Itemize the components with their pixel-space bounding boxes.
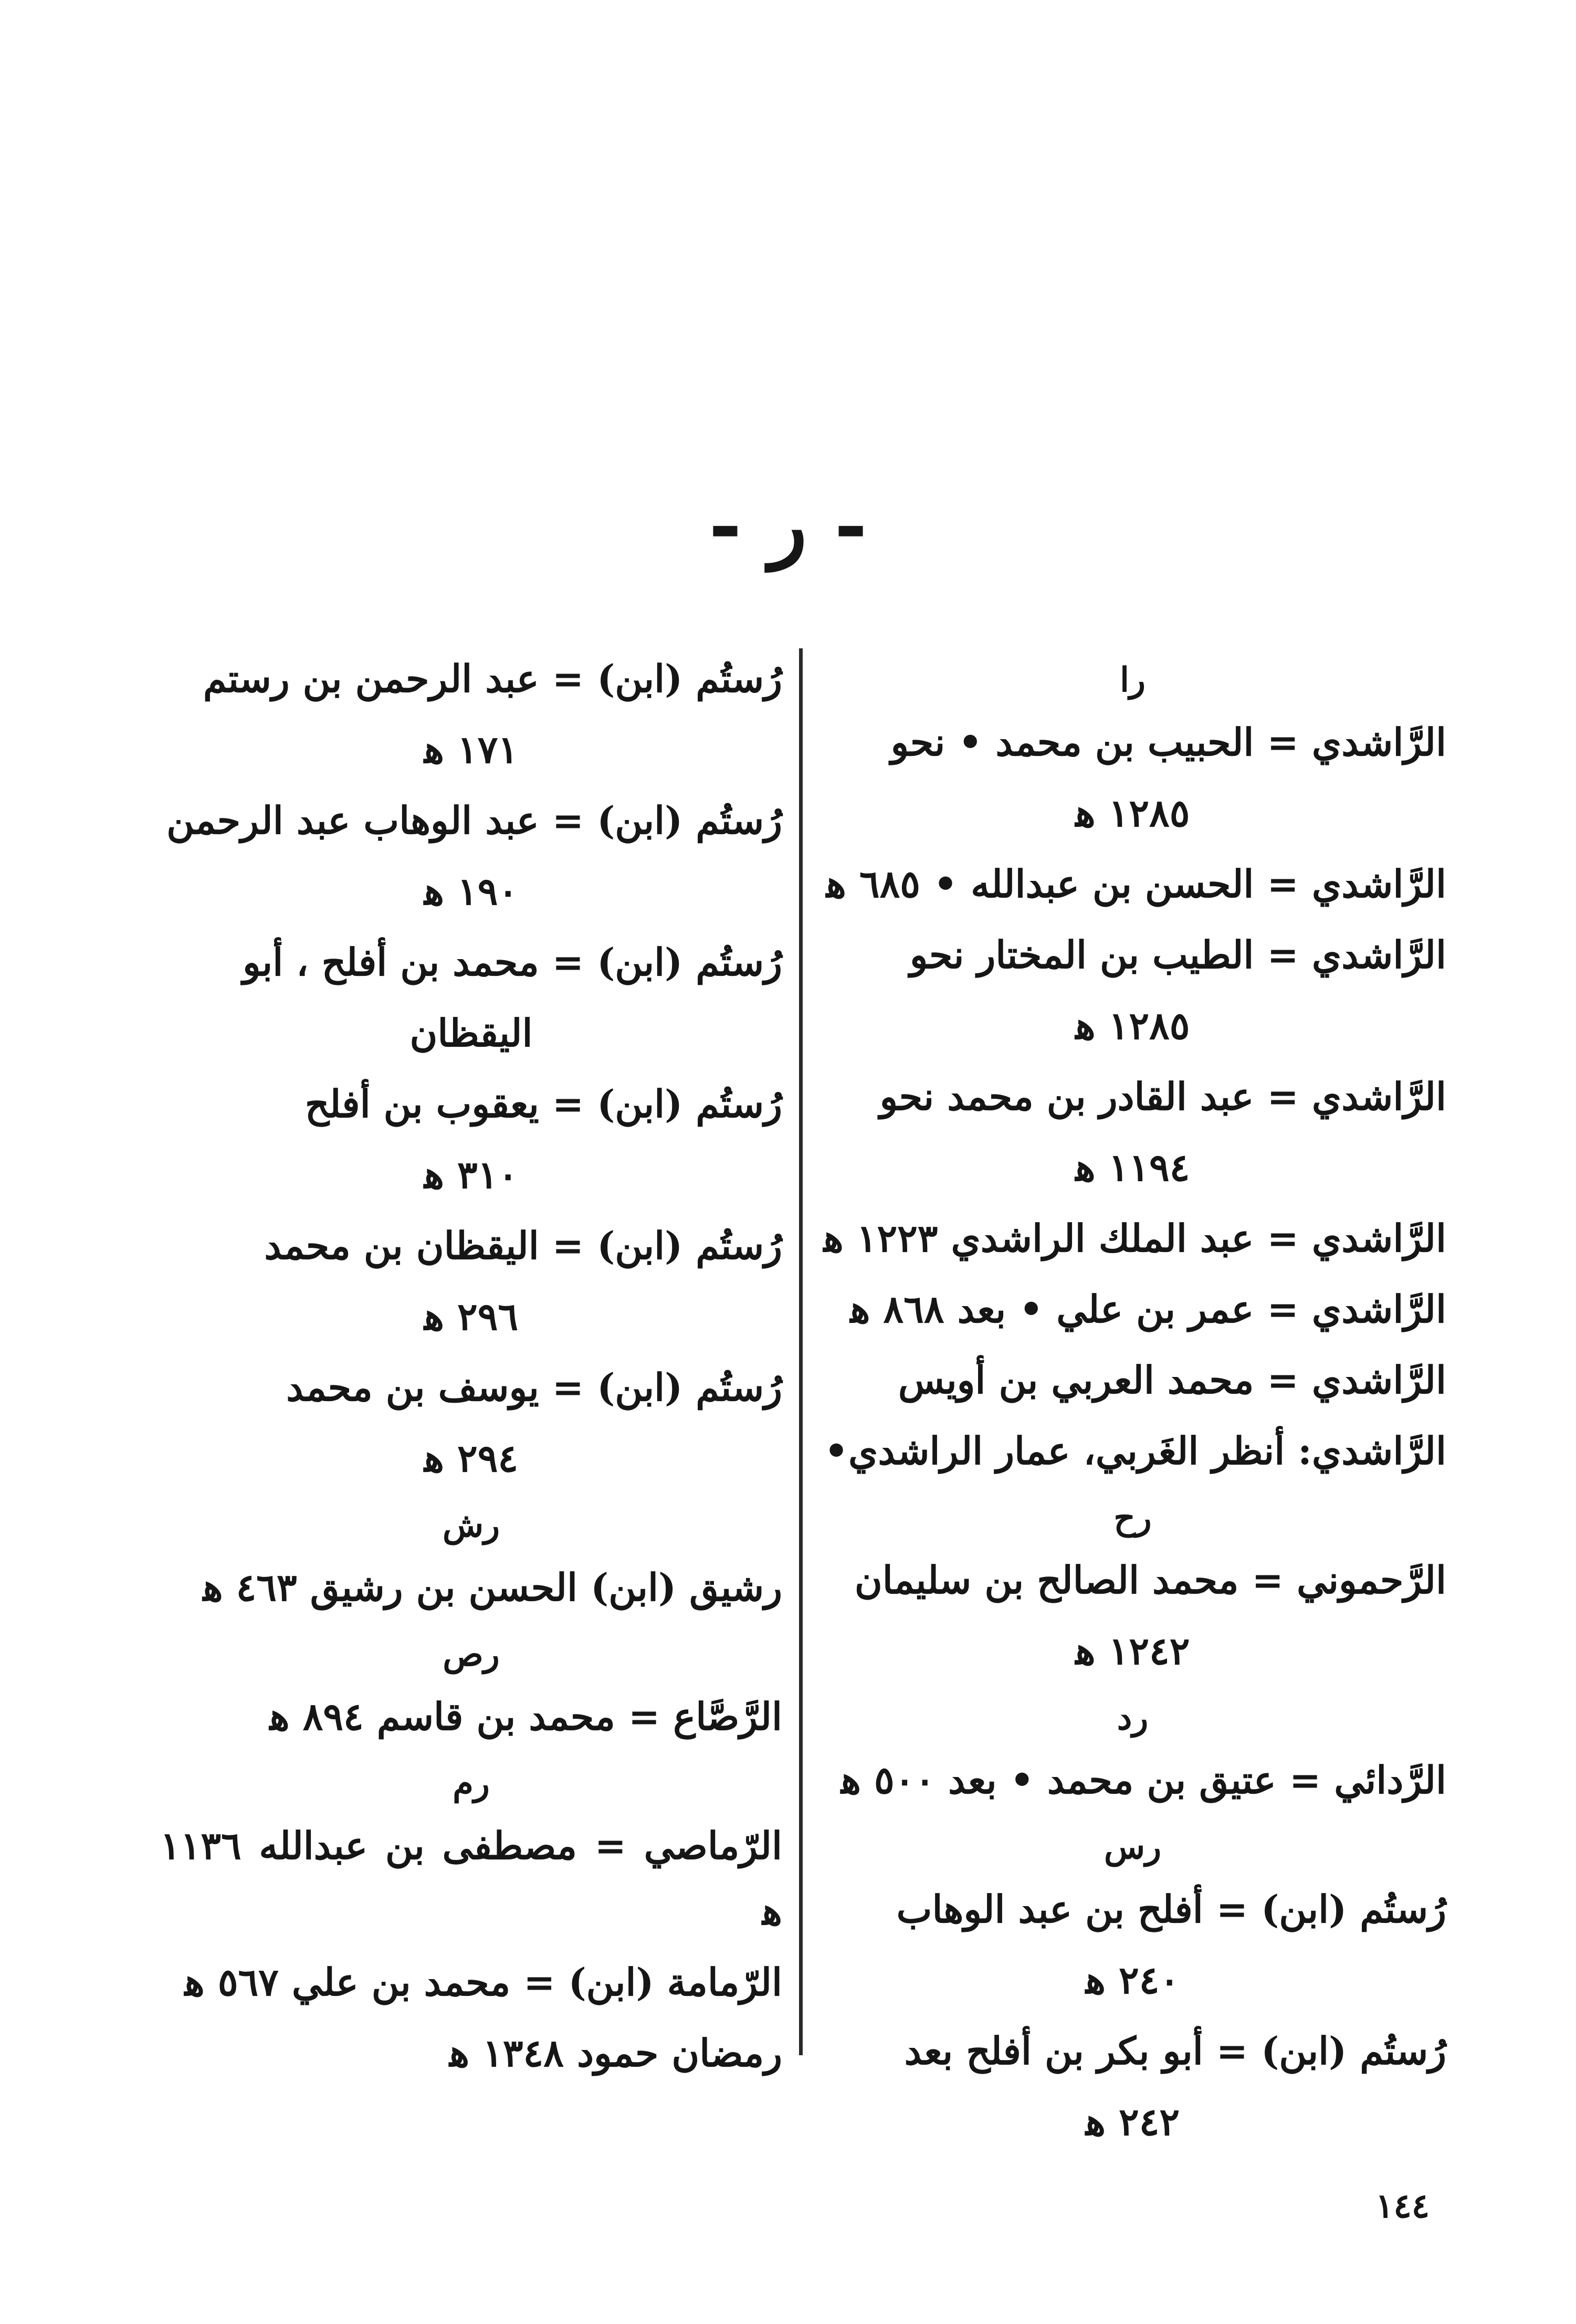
index-entry: الرَّاشدي = عبد القادر بن محمد نحو — [879, 1074, 1446, 1119]
subheading-rs: رس — [1104, 1827, 1162, 1867]
index-entry: الرَّدائي = عتيق بن محمد • بعد ٥٠٠ ﻫ — [841, 1758, 1446, 1802]
index-entry: الرَّاشدي: أنظر الغَربي، عمار الراشدي• — [824, 1428, 1446, 1473]
entry-year: ٣١٠ ﻫ — [424, 1152, 519, 1197]
index-entry: رُستُم (ابن) = محمد بن أفلح ، أبو — [242, 940, 782, 984]
index-entry: رُستُم (ابن) = أفلح بن عبد الوهاب — [896, 1887, 1446, 1931]
subheading-rd: رد — [1117, 1698, 1149, 1738]
index-entry: الرَّاشدي = الحسن بن عبدالله • ٦٨٥ ﻫ — [826, 861, 1446, 906]
entry-year: ٢٤٢ ﻫ — [1085, 2099, 1180, 2144]
index-entry: رُستُم (ابن) = عبد الوهاب عبد الرحمن — [166, 798, 782, 843]
entry-continuation: اليقظان — [409, 1011, 533, 1055]
subheading-ra: را — [1120, 660, 1146, 700]
column-divider — [799, 648, 803, 2055]
index-entry: رُستُم (ابن) = أبو بكر بن أفلح بعد — [904, 2028, 1446, 2073]
index-entry: الرَّصَّاع = محمد بن قاسم ٨٩٤ ﻫ — [269, 1694, 782, 1739]
entry-year: ١٢٨٥ ﻫ — [1075, 1003, 1190, 1048]
index-entry: الرّمامة (ابن) = محمد بن علي ٥٦٧ ﻫ — [184, 1960, 782, 2004]
index-entry: الرَّاشدي = الحبيب بن محمد • نحو — [890, 720, 1446, 764]
subheading-rs: رص — [443, 1635, 500, 1674]
index-entry: رُستُم (ابن) = يوسف بن محمد — [286, 1365, 782, 1410]
index-entry: الرَّاشدي = عمر بن علي • بعد ٨٦٨ ﻫ — [850, 1287, 1446, 1331]
entry-year: ١١٩٤ ﻫ — [1075, 1145, 1190, 1190]
index-entry: الرَّاشدي = محمد العربي بن أويس — [898, 1358, 1446, 1402]
entry-year: ١٢٤٢ ﻫ — [1075, 1628, 1190, 1673]
entry-year: ١٧١ ﻫ — [424, 727, 519, 772]
subheading-rsh: رش — [442, 1506, 500, 1545]
entry-year: ٢٩٤ ﻫ — [424, 1436, 519, 1480]
page-number: ١٤٤ — [1375, 2186, 1430, 2226]
index-entry: رُستُم (ابن) = اليقظان بن محمد — [264, 1223, 782, 1268]
index-entry: الرَّاشدي = الطيب بن المختار نحو — [909, 932, 1446, 977]
section-title: - ر - — [709, 479, 867, 571]
index-entry: رُستُم (ابن) = يعقوب بن أفلح — [304, 1081, 782, 1126]
index-entry: الرّماصي = مصطفى بن عبدالله ١١٣٦ ﻫ — [160, 1823, 782, 1933]
entry-year: ١٢٨٥ ﻫ — [1075, 791, 1190, 835]
entry-year: ٢٤٠ ﻫ — [1085, 1958, 1180, 2002]
index-entry: رشيق (ابن) الحسن بن رشيق ٤٦٣ ﻫ — [203, 1565, 782, 1610]
right-column — [819, 646, 1446, 2160]
left-column — [160, 646, 782, 2091]
index-entry: رُستُم (ابن) = عبد الرحمن بن رستم — [203, 656, 782, 701]
subheading-rh: رح — [1113, 1498, 1152, 1538]
index-entry: الرَّاشدي = عبد الملك الراشدي ١٢٢٣ ﻫ — [823, 1216, 1446, 1260]
index-entry: الرَّحموني = محمد الصالح بن سليمان — [854, 1558, 1446, 1602]
entry-year: ٢٩٦ ﻫ — [424, 1294, 519, 1339]
entry-year: ١٩٠ ﻫ — [424, 869, 519, 913]
subheading-rm: رم — [453, 1764, 490, 1803]
index-entry: رمضان حمود ١٣٤٨ ﻫ — [449, 2031, 782, 2075]
